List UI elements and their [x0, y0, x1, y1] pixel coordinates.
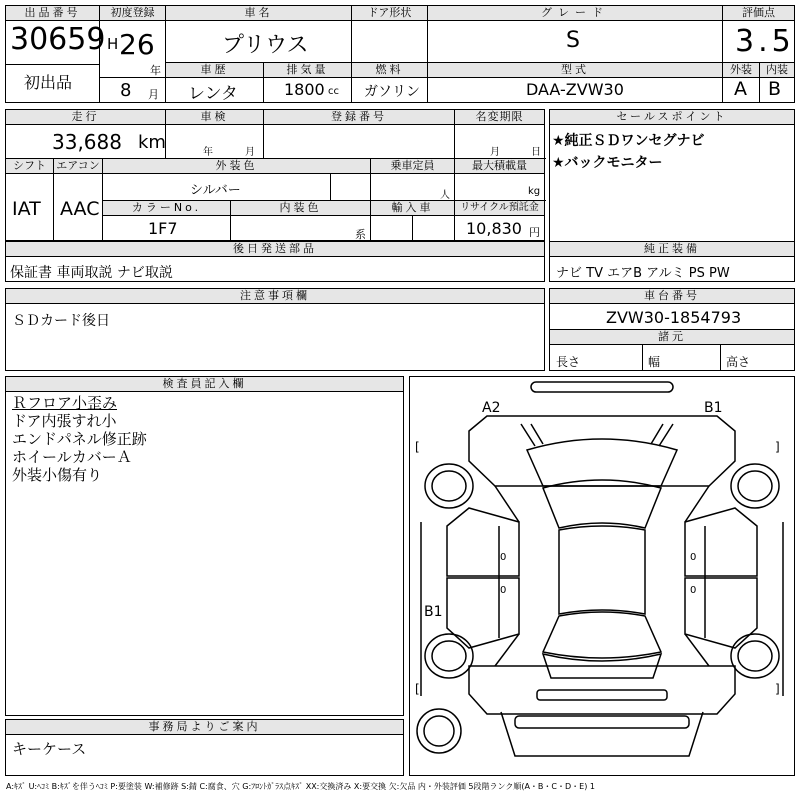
shift: IAT: [12, 198, 41, 220]
width-label: 幅: [648, 355, 661, 369]
mileage-label: 走行: [6, 110, 165, 125]
car-name-label: 車名: [166, 6, 351, 21]
name-change-day-unit: 日: [531, 147, 541, 158]
score: 3.5: [735, 24, 795, 59]
inspector-line: ホイールカバーＡ: [12, 448, 132, 466]
first-reg-label: 初度登録: [100, 6, 165, 21]
door-label: ドア形状: [352, 6, 427, 21]
ext-color-label: 外装色: [103, 159, 370, 174]
ac-label: エアコン: [54, 159, 102, 174]
inspector-label: 検査員記入欄: [6, 377, 403, 392]
reg-number-label: 登録番号: [264, 110, 454, 125]
color-no: 1F7: [148, 219, 178, 238]
legend: A:ｷｽﾞ U:ﾍｺﾐ B:ｷｽﾞを伴うﾍｺﾐ P:要塗装 W:補修跡 S:錆 C:腐食、穴 G:ﾌﾛﾝﾄｶﾞﾗｽ点ｷｽﾞ XX:交換済み X:要交換 欠:欠品 内・外装評価 5段階ランク順(A・B・C・D・E) 1: [6, 782, 595, 791]
office-info: キーケース: [12, 740, 87, 758]
model-label: 型式: [428, 63, 722, 78]
score-label: 評価点: [723, 6, 794, 21]
ext-color: シルバー: [190, 183, 241, 198]
chassis-number: ZVW30-1854793: [606, 308, 742, 327]
grade: S: [566, 28, 580, 53]
era: H: [107, 35, 119, 53]
car-diagram: [409, 376, 795, 776]
reg-year: 26: [119, 28, 155, 61]
damage-mark-b1-front: B1: [704, 400, 723, 416]
reg-month: 8: [120, 80, 132, 101]
recycle-amount: 10,830: [466, 219, 522, 238]
displacement: 1800: [284, 80, 325, 99]
notes-label: 注意事項欄: [6, 289, 544, 304]
inspector-line: ドア内張すれ小: [12, 412, 117, 430]
inspection-month-unit: 月: [245, 147, 255, 158]
later-parts: 保証書 車両取説 ナビ取説: [10, 265, 173, 281]
fuel: ガソリン: [364, 84, 420, 100]
color-no-label: カラーNo.: [103, 201, 230, 216]
specs-label: 諸元: [550, 330, 794, 345]
zero-mark: 0: [690, 552, 697, 563]
ac: AAC: [60, 198, 100, 220]
zero-mark: 0: [690, 585, 697, 596]
length-label: 長さ: [556, 355, 581, 369]
inspection-year-unit: 年: [203, 147, 213, 158]
exterior-label: 外装: [723, 63, 759, 78]
interior-label: 内装: [760, 63, 794, 78]
model: DAA-ZVW30: [526, 80, 624, 99]
genuine-equipment: ナビ TV エアB アルミ PS PW: [556, 266, 730, 281]
later-parts-label: 後日発送部品: [6, 242, 544, 257]
office-label: 事務局よりご案内: [6, 720, 403, 735]
year-unit: 年: [150, 64, 161, 77]
max-load-unit: kg: [528, 186, 541, 197]
grade-label: グレード: [428, 6, 722, 21]
bracket-left-top: [: [415, 440, 420, 454]
max-load-label: 最大積載量: [455, 159, 544, 174]
damage-mark-b1-side: B1: [424, 604, 443, 620]
displacement-label: 排気量: [264, 63, 351, 78]
lot-number-label: 出品番号: [6, 6, 99, 21]
exterior-grade: A: [734, 78, 747, 100]
inspector-line: エンドパネル修正跡: [12, 430, 147, 448]
car-name: プリウス: [222, 33, 309, 58]
sales-points-label: セールスポイント: [550, 110, 794, 125]
int-color-label: 内装色: [231, 201, 370, 216]
month-unit: 月: [148, 88, 159, 101]
history: レンタ: [188, 84, 238, 104]
sales-point-2: ★バックモニター: [552, 155, 663, 171]
capacity-label: 乗車定員: [371, 159, 454, 174]
details-block: [5, 109, 545, 241]
damage-mark-a2: A2: [482, 400, 501, 416]
zero-mark: 0: [500, 585, 507, 596]
mileage-unit: km: [138, 132, 166, 153]
lot-number: 30659: [10, 22, 106, 57]
history-label: 車歴: [166, 63, 263, 78]
mileage: 33,688: [52, 130, 122, 154]
chassis-label: 車台番号: [550, 289, 794, 304]
fuel-label: 燃料: [352, 63, 427, 78]
inspector-line: Ｒフロア小歪み: [12, 394, 118, 412]
inspector-line: 外装小傷有り: [12, 466, 103, 484]
first-listing: 初出品: [24, 73, 73, 92]
name-change-label: 名変期限: [455, 110, 544, 125]
interior-grade: B: [768, 78, 782, 100]
recycle-label: リサイクル預託金: [455, 201, 544, 216]
displacement-unit: cc: [328, 86, 339, 97]
bracket-right-bottom: ]: [775, 682, 780, 696]
recycle-unit: 円: [529, 226, 540, 239]
height-label: 高さ: [726, 355, 751, 369]
bracket-right-top: ]: [775, 440, 780, 454]
int-color-suffix: 系: [355, 228, 366, 241]
name-change-month-unit: 月: [490, 147, 500, 158]
sales-point-1: ★純正ＳＤワンセグナビ: [552, 133, 705, 149]
import-label: 輸入車: [371, 201, 454, 216]
bracket-left-bottom: [: [415, 682, 420, 696]
genuine-equipment-label: 純正装備: [550, 242, 794, 257]
capacity-unit: 人: [440, 190, 450, 201]
inspector-notes: [12, 394, 147, 484]
inspection-label: 車検: [166, 110, 263, 125]
zero-mark: 0: [500, 552, 507, 563]
notes: ＳＤカード後日: [12, 313, 110, 329]
shift-label: シフト: [6, 159, 53, 174]
